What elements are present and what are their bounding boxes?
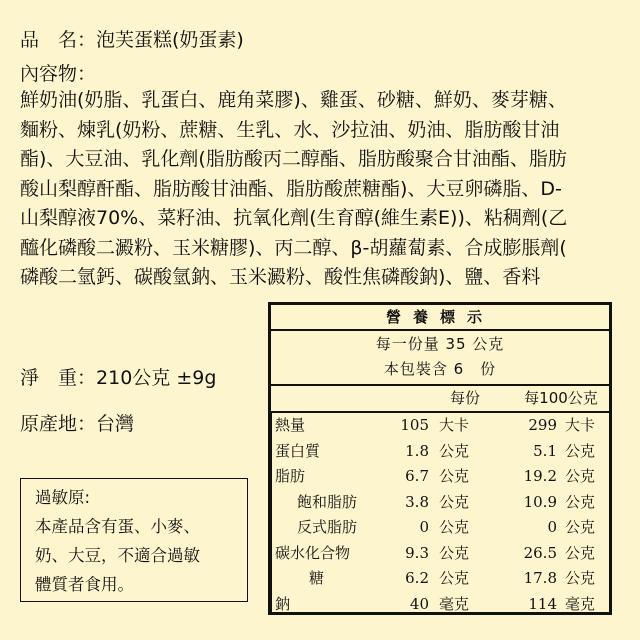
per-serving-unit: 公克 (439, 467, 470, 485)
per-100g-value: 0 (547, 518, 557, 536)
origin-value: 台灣 (96, 413, 135, 435)
per-serving-value: 6.2 (405, 569, 429, 587)
net-weight (20, 366, 216, 390)
per-100g-value: 19.2 (523, 467, 557, 485)
nutrient-name: 反式脂肪 (297, 518, 358, 536)
allergen-line: 本產品含有蛋、小麥、 (35, 517, 200, 536)
per-100g-unit: 公克 (565, 518, 596, 536)
per-100g-unit: 公克 (565, 441, 596, 460)
per-100g-unit: 大卡 (565, 416, 596, 434)
nutrient-name: 碳水化合物 (275, 543, 351, 562)
divider (271, 412, 272, 612)
ingredients-line: 磷酸二氫鈣、碳酸氫鈉、玉米澱粉、酸性焦磷酸鈉)、鹽、香料 (20, 266, 541, 288)
per-100g-unit: 公克 (565, 569, 596, 587)
ingredients-line: 酸山梨醇酐酯、脂肪酸甘油酯、脂肪酸蔗糖酯)、大豆卵磷脂、D- (20, 177, 562, 200)
per-serving-unit: 公克 (439, 492, 470, 511)
per-serving-unit: 公克 (439, 518, 470, 536)
per-serving-value: 40 (409, 594, 429, 613)
nutrient-name: 熱量 (275, 416, 306, 434)
per-serving-unit: 公克 (439, 543, 470, 562)
per-100g-unit: 毫克 (565, 594, 596, 613)
nutrient-name: 飽和脂肪 (297, 492, 358, 511)
per-serving-value: 3.8 (405, 492, 429, 511)
ingredients-label: 內容物： (20, 63, 97, 85)
net-weight-label: 淨 重： (20, 367, 97, 389)
allergen-box (20, 478, 248, 602)
per-100g-value: 299 (528, 416, 557, 434)
nutrient-name: 蛋白質 (275, 441, 321, 460)
per-100g-value: 114 (528, 594, 557, 613)
origin-label: 原產地： (20, 413, 97, 435)
ingredients-line: 鮮奶油(奶脂、乳蛋白、鹿角菜膠)、雞蛋、砂糖、鮮奶、麥芽糖、 (20, 89, 567, 111)
per-serving-value: 105 (400, 416, 429, 434)
servings-per-package: 本包裝含 6 份 (383, 360, 497, 378)
serving-size: 每一份量 35 公克 (375, 335, 505, 353)
nutrient-name: 糖 (309, 569, 325, 587)
ingredients-line: 山梨醇液70%、菜籽油、抗氧化劑(生育醇(維生素E))、粘稠劑(乙 (20, 207, 568, 229)
product-name-value: 泡芙蛋糕(奶蛋素) (96, 29, 244, 51)
per-serving-value: 6.7 (405, 467, 429, 485)
per-serving-value: 9.3 (405, 543, 429, 562)
per-serving-unit: 大卡 (439, 416, 470, 434)
allergen-line: 奶、大豆，不適合過敏 (35, 546, 200, 565)
origin (20, 412, 134, 436)
product-name-label: 品 名： (20, 29, 97, 51)
per-serving-unit: 公克 (439, 569, 470, 587)
per-100g-value: 26.5 (523, 543, 557, 562)
per-serving-unit: 公克 (439, 441, 470, 460)
column-header-per-100g: 每100公克 (524, 389, 598, 407)
nutrition-facts-table (268, 302, 612, 615)
allergen-title: 過敏原: (35, 488, 91, 507)
per-100g-value: 5.1 (533, 441, 557, 460)
product-name (20, 28, 244, 52)
per-100g-unit: 公克 (565, 492, 596, 511)
ingredients-line: 酯)、大豆油、乳化劑(脂肪酸丙二醇酯、脂肪酸聚合甘油酯、脂肪 (20, 148, 567, 170)
ingredients-text (20, 86, 620, 293)
per-100g-unit: 公克 (565, 467, 596, 485)
per-100g-value: 10.9 (523, 492, 557, 511)
per-100g-unit: 公克 (565, 543, 596, 562)
nutrient-name: 脂肪 (275, 467, 306, 485)
ingredients-line: 醯化磷酸二澱粉、玉米糖膠)、丙二醇、β-胡蘿蔔素、合成膨脹劑( (20, 236, 567, 259)
per-100g-value: 17.8 (523, 569, 557, 587)
column-header-per-serving: 每份 (449, 389, 480, 407)
ingredients-line: 麵粉、煉乳(奶粉、蔗糖、生乳、水、沙拉油、奶油、脂肪酸甘油 (20, 118, 560, 141)
per-serving-unit: 毫克 (439, 594, 470, 613)
nutrient-name: 鈉 (275, 594, 291, 613)
allergen-line: 體質者食用。 (35, 575, 134, 594)
nutrition-title: 營養標示 (385, 308, 494, 326)
per-serving-value: 1.8 (405, 441, 429, 460)
per-serving-value: 0 (419, 518, 429, 536)
net-weight-value: 210公克 ±9g (96, 367, 217, 389)
